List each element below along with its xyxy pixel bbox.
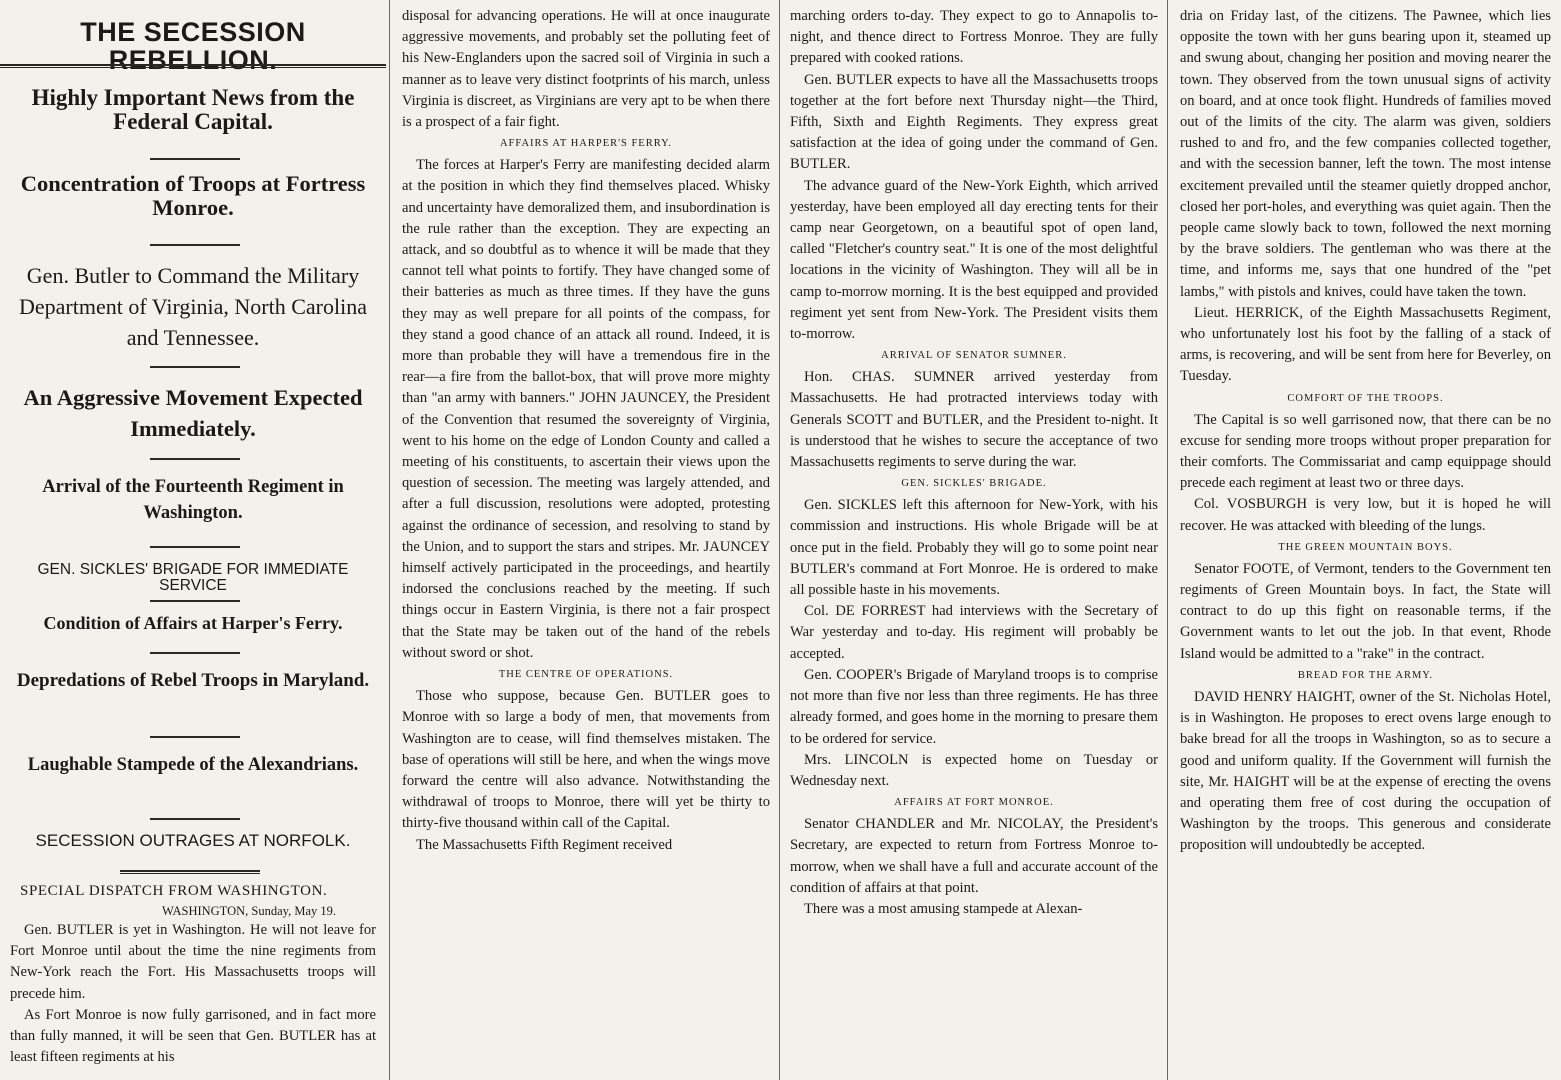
paragraph: The advance guard of the New-York Eighth, which arrived yesterday, have been employed all day erecting tents for their camp near Georgetown, on a beautiful spot of open land, called "Fletcher's country seat." It is one of the most delightful locations in the vicinity of Washington. They will all be in camp to-morrow morning. It is the best equipped and provided regiment yet sent from New-York. The President visits them to-morrow. [790,177,1158,343]
paragraph: Hon. CHAS. SUMNER arrived yesterday from Massachusetts. He had protracted interviews today with Generals SCOTT and BUTLER, and the President to-night. It is understood that he wishes to secure the acceptance of two Massachusetts regiments to serve during the war. [790,369,1158,471]
headline-2: Concentration of Troops at Fortress Monroe. [20,171,366,220]
paragraph: marching orders to-day. They expect to go to Annapolis to-night, and thence direct to Fortress Monroe. They are fully prepared with cooked rations. [790,8,1158,67]
separator [120,870,260,874]
subheading: THE CENTRE OF OPERATIONS. [498,669,674,681]
column-rule [389,0,390,1080]
paragraph: Gen. BUTLER expects to have all the Massachusetts troops together at the fort before next Thursday night—the Third, Fifth, Sixth and Eighth Regiments. They express great satisfaction at the idea of going under the command of Gen. BUTLER. [790,71,1158,173]
paragraph: The Capital is so well garrisoned now, that there can be no excuse for sending more troops without proper preparation for their comforts. The Commissariat and camp equippage should precede each regiment at least two or three days. [1180,411,1551,492]
headline-5: Arrival of the Fourteenth Regiment in Washington. [42,477,344,523]
subheading: BREAD FOR THE ARMY. [1297,669,1434,681]
separator [150,736,240,738]
headline-7: Condition of Affairs at Harper's Ferry. [43,613,343,633]
dispatch-body [10,880,376,1068]
column-3 [784,0,1162,1080]
headline-8: Depredations of Rebel Troops in Maryland. [16,670,370,691]
paragraph: Lieut. HERRICK, of the Eighth Massachusetts Regiment, who unfortunately lost his foot by the falling of a stack of arms, is recovering, and will be sent from here for Beverley, on Tuesday. [1180,304,1551,385]
paragraph: Mrs. LINCOLN is expected home on Tuesday or Wednesday next. [790,751,1158,789]
separator [150,546,240,548]
paragraph: Gen. SICKLES left this afternoon for New-York, with his commission and instructions. His whole Brigade will be at once put in the field. Probably they will go to some point near BUTLER's command at Fort Monroe. He is ordered to make all possible haste in his movements. [790,497,1158,599]
paragraph: There was a most amusing stampede at Alexan- [804,900,1083,917]
column-rule [779,0,780,1080]
paragraph: The Massachusetts Fifth Regiment received [416,836,673,853]
subheading: THE GREEN MOUNTAIN BOYS. [1278,541,1453,553]
headline-1: Highly Important News from the Federal Capital. [31,85,355,135]
subheading: ARRIVAL OF SENATOR SUMNER. [881,350,1067,362]
title-rule [0,64,386,68]
headline-3: Gen. Butler to Command the Military Department of Virginia, North Carolina and Tennessee. [19,263,367,350]
column-rule [1167,0,1168,1080]
separator [150,244,240,246]
headline-6: GEN. SICKLES' BRIGADE FOR IMMEDIATE SERVICE [37,561,349,595]
subheading: AFFAIRS AT FORT MONROE. [894,797,1054,809]
separator [150,600,240,602]
paragraph: DAVID HENRY HAIGHT, owner of the St. Nicholas Hotel, is in Washington. He proposes to erect ovens large enough to bake bread for all the troops in Washington, so as to secure a good and uniform quality. If the Government will furnish the site, Mr. HAIGHT will be at the expense of erecting the ovens and operating them free of cost during the occupation of Washington by the troops. This generous and considerate proposition will undoubtedly be accepted. [1180,688,1551,854]
dispatch-title: SPECIAL DISPATCH FROM WASHINGTON. [20,883,328,899]
paragraph: Col. DE FORREST had interviews with the Secretary of War yesterday and to-day. His regiment will probably be accepted. [790,603,1158,662]
paragraph: The forces at Harper's Ferry are manifesting decided alarm at the position in which they find themselves placed. Whisky and uncertainty have demoralized them, and insubordination is the rule rather than the exception. They are expecting an attack, and so doubtful as to whence it will be made that they cannot tell what points to fortify. They have changed some of their batteries as much as three times. If they have the guns they may as well prepare for all points of the compass, for they stand a good chance of an attack all round. Indeed, it is more than probable they will have a tremendous fire in the rear—a fire from the ballot-box, that will prove more mighty than "an army with banners." JOHN JAUNCEY, the President of the Convention that resumed the sovereignty of Virginia, went to his home on the edge of London County and called a meeting of his constituents, to ascertain their views upon the question of secession. The meeting was largely attended, and after a full discussion, resolutions were adopted, protesting against the ordinance of secession, and resolving to stand by the Union, and to support the stars and stripes. Mr. JAUNCEY himself actively participated in the proceedings, and heartily indorsed the conclusions reached by the meeting. If such things occur in Eastern Virginia, is there not a fair prospect that the State may be taken out of the hand of the rebels without sword or shot. [402,157,770,661]
separator [150,652,240,654]
paragraph: Col. VOSBURGH is very low, but it is hoped he will recover. He was attacked with bleeding of the lungs. [1180,496,1551,534]
column-4 [1172,0,1557,1080]
paragraph: dria on Friday last, of the citizens. The Pawnee, which lies opposite the town with her guns bearing upon it, steamed up and swung about, changing her position and moving nearer the town. They observed from the town unusual signs of activity on board, and at once took flight. Hundreds of families moved out of the limits of the city. The alarm was given, soldiers rushed to and fro, and the few companies collected together, and with the secession banner, left the town. The most intense excitement prevailed until the steamer quietly dropped anchor, closed her port-holes, and everything was quiet again. Then the people came slowly back to town, followed the next morning by the brave soldiers. The gentleman who was there at the time, and informs me, says that one hundred of the "pet lambs," with pistols and knives, could have taken the town. [1180,8,1551,300]
paragraph: Gen. BUTLER is yet in Washington. He will not leave for Fort Monroe until about the time the nine regiments from New-York reach the Fort. His Massachusetts troops will precede him. [10,922,376,1002]
column-1 [0,0,386,1080]
separator [150,366,240,368]
paragraph: Gen. COOPER's Brigade of Maryland troops is to comprise not more than five nor less than three regiments. He has three already formed, and goes home in the morning to presare them to be ordered for service. [790,666,1158,747]
subheading: AFFAIRS AT HARPER'S FERRY. [499,138,673,150]
separator [150,458,240,460]
separator [150,158,240,160]
paragraph: As Fort Monroe is now fully garrisoned, and in fact more than fully manned, it will be seen that Gen. BUTLER has at least fifteen regiments at his [10,1006,376,1066]
column-2 [396,0,774,1080]
headline-9: Laughable Stampede of the Alexandrians. [27,755,359,775]
paragraph: Senator FOOTE, of Vermont, tenders to the Government ten regiments of Green Mountain boys. In fact, the State will contract to do up this fight on reasonable terms, if the Government wants to let out the job. In that event, Rhode Island would be admitted to a "rake" in the contract. [1180,560,1551,662]
dateline: WASHINGTON, Sunday, May 19. [162,904,336,918]
paragraph: Senator CHANDLER and Mr. NICOLAY, the President's Secretary, are expected to return from Fortress Monroe to-morrow, when we shall have a full and accurate account of the condition of affairs at that point. [790,816,1158,896]
subheading: GEN. SICKLES' BRIGADE. [901,478,1047,490]
paragraph: Those who suppose, because Gen. BUTLER goes to Monroe with so large a body of men, that movements from Washington are to cease, will find themselves mistaken. The base of operations will still be here, and when the wings move forward the centre will also advance. Notwithstanding the withdrawal of troops to Monroe, there will yet be thirty to thirty-five thousand within call of the Capital. [402,688,770,832]
subheading: COMFORT OF THE TROOPS. [1287,392,1444,404]
main-title: THE SECESSION REBELLION. [80,17,306,76]
paragraph: disposal for advancing operations. He will at once inaugurate aggressive movements, and probably set the polluting feet of his New-Englanders upon the sacred soil of Virginia in such a manner as to leave very distinct footprints of his march, unless Virginia is discreet, as Virginians are very apt to be when there is a prospect of a fair fight. [402,8,770,131]
headline-4: An Aggressive Movement Expected Immediately. [23,385,363,441]
headline-10: SECESSION OUTRAGES AT NORFOLK. [35,831,351,850]
separator [150,818,240,820]
